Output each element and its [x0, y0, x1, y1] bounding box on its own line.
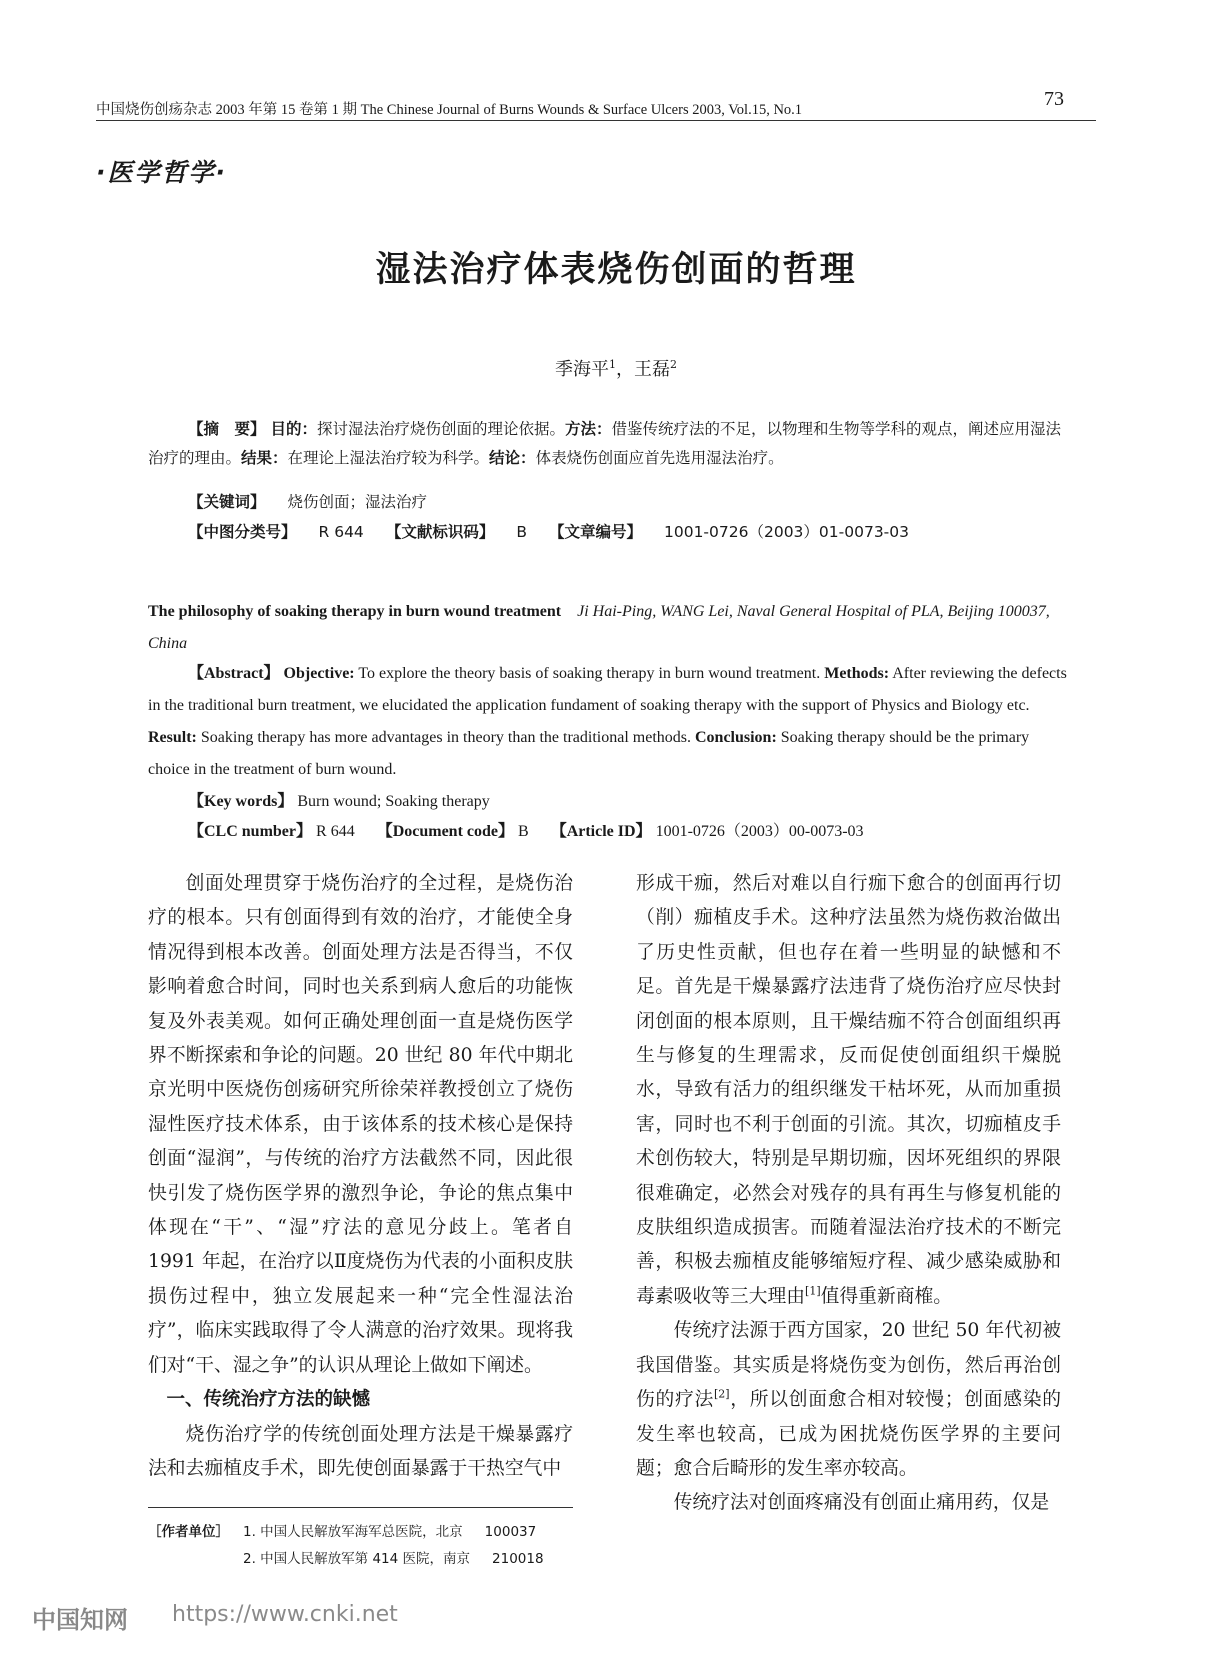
section-heading-1: 一、传统治疗方法的缺憾	[166, 1389, 371, 1411]
en-title-line	[148, 596, 1068, 660]
author-1-sup: 1	[609, 358, 616, 371]
en-article-label: 【Article ID】	[550, 823, 652, 840]
authors	[0, 355, 1232, 381]
cn-result-label: 结果：	[241, 449, 288, 467]
en-obj-label: Objective:	[283, 665, 355, 682]
aff-2-postcode: 210018	[492, 1551, 544, 1567]
footnote-affiliation-1	[243, 1520, 536, 1540]
body-p3a: 传统疗法源于西方国家，20 世纪 50 年代初被我国借鉴。其实质是将烧伤变为创伤，然后再治创伤的疗法	[636, 1320, 1061, 1411]
en-abstract	[148, 658, 1068, 786]
cn-article-value: 1001-0726（2003）01-0073-03	[663, 523, 909, 541]
aff-1-text: 1. 中国人民解放军海军总医院，北京	[243, 1524, 463, 1540]
en-keywords-label: 【Key words】	[188, 793, 294, 810]
body-paragraph-3	[636, 1314, 1061, 1486]
en-clc-value: R 644	[316, 823, 355, 840]
citation-2: [2]	[713, 1387, 730, 1401]
cn-method: 借鉴传统疗法的不足，以物理和生物等学科的观点，阐述应用湿法治疗的理由。	[148, 420, 1062, 467]
author-1: 季海平	[555, 359, 609, 380]
body-p3b: ，所以创面愈合相对较慢；创面感染的发生率也较高，已成为困扰烧伤医学界的主要问题；愈合后畸形的发生率亦较高。	[636, 1389, 1062, 1479]
page-title: 湿法治疗体表烧伤创面的哲理	[375, 250, 857, 290]
cnki-url[interactable]: https://www.cnki.net	[172, 1602, 398, 1627]
cn-result: 在理论上湿法治疗较为科学。	[287, 449, 490, 467]
body-p2c: 值得重新商榷。	[820, 1285, 953, 1307]
en-result-label: Result:	[148, 729, 197, 746]
footnote-label: ［作者单位］	[148, 1524, 229, 1540]
body-paragraph-4: 传统疗法对创面疼痛没有创面止痛用药，仅是	[673, 1492, 1050, 1514]
author-2-sup: 2	[670, 358, 677, 371]
en-authors: Ji Hai-Ping, WANG Lei, Naval General Hospital of PLA, Beijing 100037, China	[148, 603, 1050, 652]
body-column-right	[636, 867, 1061, 1521]
cn-abstract-label: 【摘 要】	[188, 420, 266, 438]
page-number: 73	[1044, 88, 1064, 110]
aff-2-text: 2. 中国人民解放军第 414 医院，南京	[243, 1551, 471, 1567]
citation-1: [1]	[805, 1284, 821, 1298]
en-result: Soaking therapy has more advantages in theory than the traditional methods.	[200, 729, 691, 746]
en-doccode-value: B	[518, 823, 529, 840]
section-tag: ·医学哲学·	[96, 158, 227, 187]
cn-clc-label: 【中图分类号】	[188, 523, 297, 541]
cn-keywords-label: 【关键词】	[188, 493, 266, 511]
body-paragraph-2-cont	[636, 867, 1061, 1314]
cnki-logo: 中国知网	[32, 1606, 128, 1634]
cn-abstract	[148, 415, 1068, 473]
cn-concl-label: 结论：	[489, 449, 536, 467]
en-clc-label: 【CLC number】	[188, 823, 313, 840]
aff-1-postcode: 100037	[484, 1524, 537, 1540]
author-sep: ，	[616, 359, 634, 380]
cn-method-label: 方法：	[564, 420, 612, 438]
body-paragraph-1: 创面处理贯穿于烧伤治疗的全过程，是烧伤治疗的根本。只有创面得到有效的治疗，才能使全身情况得到根本改善。创面处理方法是否得当，不仅影响着愈合时间，同时也关系到病人愈后的功能恢复及外表美观。如何正确处理创面一直是烧伤医学界不断探索和争论的问题。20 世纪 80 年代中期北京光明中医烧伤创疡研究所徐荣祥教授创立了烧伤湿性医疗技术体系，由于该体系的技术核心是保持创面“湿润”，与传统的治疗方法截然不同，因此很快引发了烧伤医学界的激烈争论，争论的焦点集中体现在“干”、“湿”疗法的意见分歧上。笔者自 1991 年起，在治疗以Ⅱ度烧伤为代表的小面积皮肤损伤过程中，独立发展起来一种“完全性湿法治疗”，临床实践取得了令人满意的治疗效果。现将我们对“干、湿之争”的认识从理论上做如下阐述。	[148, 873, 573, 1376]
cn-obj-label: 目的：	[270, 420, 317, 438]
en-classification	[188, 818, 864, 841]
header-rule	[96, 120, 1096, 121]
body-paragraph-2-start: 烧伤治疗学的传统创面处理方法是干燥暴露疗法和去痂植皮手术，即先使创面暴露于干热空气中	[148, 1423, 573, 1479]
cn-concl: 体表烧伤创面应首先选用湿法治疗。	[535, 449, 784, 467]
en-abstract-label: 【Abstract】	[188, 665, 280, 682]
body-column-left	[148, 867, 573, 1486]
cn-article-label: 【文章编号】	[548, 523, 642, 541]
cn-keywords-value: 烧伤创面；湿法治疗	[287, 493, 428, 511]
en-doccode-label: 【Document code】	[376, 823, 515, 840]
en-keywords	[188, 788, 490, 811]
en-article-value: 1001-0726（2003）00-0073-03	[655, 823, 864, 840]
cn-keywords	[188, 490, 427, 512]
cn-clc-value: R 644	[318, 523, 364, 541]
cn-doccode-label: 【文献标识码】	[385, 523, 495, 541]
en-obj: To explore the theory basis of soaking therapy in burn wound treatment.	[358, 665, 821, 682]
en-concl-label: Conclusion:	[694, 729, 777, 746]
author-2: 王磊	[634, 359, 670, 380]
running-head: 中国烧伤创疡杂志 2003 年第 15 卷第 1 期 The Chinese Journal of Burns Wounds & Surface Ulcers 2003, Vol.15, No.1	[96, 102, 803, 118]
en-title: The philosophy of soaking therapy in burn wound treatment	[148, 603, 562, 620]
cn-obj: 探讨湿法治疗烧伤创面的理论依据。	[316, 420, 565, 438]
footnote-affiliation-2	[243, 1547, 544, 1567]
footnote-rule	[148, 1507, 573, 1508]
en-concl: Soaking therapy should be the primary choice in the treatment of burn wound.	[148, 729, 1030, 778]
cn-doccode-value: B	[516, 523, 527, 541]
en-keywords-value: Burn wound; Soaking therapy	[297, 793, 490, 810]
en-method-label: Methods:	[824, 665, 890, 682]
en-method: After reviewing the defects in the traditional burn treatment, we elucidated the application fundament of soaking therapy with the support of Physics and Biology etc.	[148, 665, 1067, 714]
cn-classification	[188, 520, 909, 542]
body-p2b: 形成干痂，然后对难以自行痂下愈合的创面再行切（削）痂植皮手术。这种疗法虽然为烧伤救治做出了历史性贡献，但也存在着一些明显的缺憾和不足。首先是干燥暴露疗法违背了烧伤治疗应尽快封闭创面的根本原则，且干燥结痂不符合创面组织再生与修复的生理需求，反而促使创面组织干燥脱水，导致有活力的组织继发干枯坏死，从而加重损害，同时也不利于创面的引流。其次，切痂植皮手术创伤较大，特别是早期切痂，因坏死组织的界限很难确定，必然会对残存的具有再生与修复机能的皮肤组织造成损害。而随着湿法治疗技术的不断完善，积极去痂植皮能够缩短疗程、减少感染威胁和毒素吸收等三大理由	[636, 873, 1061, 1307]
